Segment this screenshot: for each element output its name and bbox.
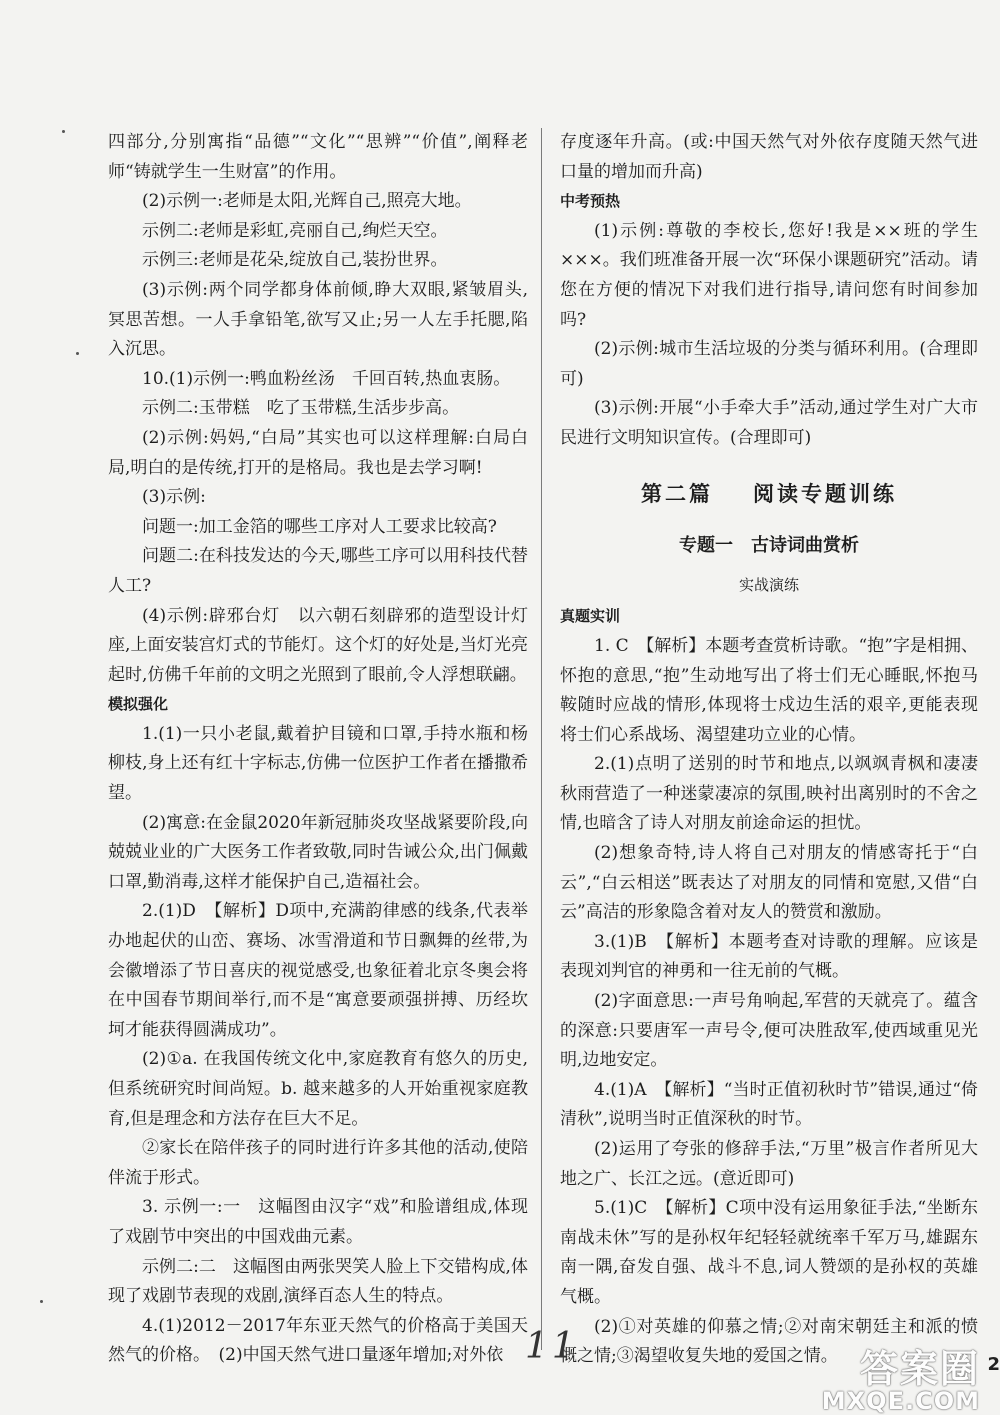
watermark-url: MXQE.COM [821, 1387, 980, 1415]
corner-page-number: 2 [987, 1354, 1000, 1375]
section-heading: 真题实训 [560, 607, 621, 626]
answer-paragraph: 1.(1)一只小老鼠,戴着护目镜和口罩,手持水瓶和杨柳枝,身上还有红十字标志,仿佛一位医护工作者在播撒希望。 [108, 723, 528, 804]
part-title [560, 480, 978, 510]
answer-paragraph: (3)示例:两个同学都身体前倾,睁大双眼,紧皱眉头,冥思苦想。一人手拿铅笔,欲写又止;另一人左手托腮,陷入沉思。 [108, 279, 528, 360]
column-divider [541, 128, 542, 1350]
answer-paragraph: (2)示例:城市生活垃圾的分类与循环利用。(合理即可) [560, 339, 978, 389]
right-section-answers [560, 128, 978, 454]
answer-paragraph: 存度逐年升高。(或:中国天然气对外依存度随天然气进口量的增加而升高) [560, 132, 978, 182]
answer-paragraph: (3)示例: [142, 487, 206, 508]
answer-paragraph: 示例三:老师是花朵,绽放自己,装扮世界。 [142, 250, 448, 271]
answer-paragraph: 5.(1)C 【解析】C项中没有运用象征手法,“坐断东南战未休”写的是孙权年纪轻轻就统率千军万马,雄踞东南一隅,奋发自强、战斗不息,词人赞颂的是孙权的英雄气概。 [560, 1198, 978, 1307]
page-number: 11 [525, 1326, 579, 1367]
answer-paragraph: 示例二:二 这幅图由两张哭笑人脸上下交错构成,体现了戏剧节表现的戏剧,演绎百态人生的特点。 [108, 1256, 528, 1307]
part-title-number: 第二篇 [641, 481, 713, 506]
section-heading: 模拟强化 [108, 695, 169, 714]
scan-speck [62, 130, 65, 133]
right-column [560, 128, 978, 1372]
right-section-poetry [560, 602, 978, 1371]
watermark-title: 答案圈 [859, 1347, 980, 1391]
answer-paragraph: (2)①a. 在我国传统文化中,家庭教育有悠久的历史,但系统研究时间尚短。b. 越来越多的人开始重视家庭教育,但是理念和方法存在巨大不足。 [108, 1049, 528, 1129]
answer-paragraph: (2)示例一:老师是太阳,光辉自己,照亮大地。 [142, 191, 472, 212]
sub-title: 实战演练 [738, 575, 799, 594]
answer-paragraph: (1)示例:尊敬的李校长,您好!我是××班的学生×××。我们班准备开展一次“环保小课题研究”活动。请您在方便的情况下对我们进行指导,请问您有时间参加吗? [560, 220, 978, 330]
answer-paragraph: (2)①对英雄的仰慕之情;②对南宋朝廷主和派的愤慨之情;③渴望收复失地的爱国之情。 [560, 1316, 978, 1367]
answer-paragraph: (2)运用了夸张的修辞手法,“万里”极言作者所见大地之广、长江之远。(意近即可) [560, 1139, 978, 1189]
answer-paragraph: ②家长在陪伴孩子的同时进行许多其他的活动,使陪伴流于形式。 [108, 1138, 528, 1188]
answer-paragraph: 四部分,分别寓指“品德”“文化”“思辨”“价值”,阐释老师“铸就学生一生财富”的作用。 [108, 132, 528, 182]
answer-paragraph: (2)字面意思:一声号角响起,军营的天就亮了。蕴含的深意:只要唐军一声号令,便可决胜敌军,使西域重见光明,边地安定。 [560, 991, 978, 1071]
answer-paragraph: 1. C 【解析】本题考查赏析诗歌。“抱”字是相拥、怀抱的意思,“抱”生动地写出了将士们无心睡眠,怀抱马鞍随时应战的情形,体现将士戍边生活的艰辛,更能表现将士们心系战场、渴望建功立业的心情。 [560, 635, 978, 745]
answer-paragraph: 示例二:玉带糕 吃了玉带糕,生活步步高。 [142, 398, 460, 419]
answer-paragraph: (2)示例:妈妈,“白局”其实也可以这样理解:白局白局,明白的是传统,打开的是格局。我也是去学习啊! [108, 427, 528, 478]
answer-paragraph: (3)示例:开展“小手牵大手”活动,通过学生对广大市民进行文明知识宣传。(合理即可) [560, 398, 978, 448]
answer-paragraph: 3. 示例一:一 这幅图由汉字“戏”和脸谱组成,体现了戏剧节中突出的中国戏曲元素。 [108, 1197, 528, 1247]
scan-speck [40, 1300, 43, 1303]
answer-paragraph: 3.(1)B 【解析】本题考查对诗歌的理解。应该是表现刘判官的神勇和一往无前的气概。 [560, 931, 978, 982]
answer-paragraph: 问题一:加工金箔的哪些工序对人工要求比较高? [142, 516, 497, 537]
answer-paragraph: 2.(1)D 【解析】D项中,充满韵律感的线条,代表举办地起伏的山峦、赛场、冰雪滑道和节日飘舞的丝带,为会徽增添了节日喜庆的视觉感受,也象征着北京冬奥会将在中国春节期间举行,而不是“寓意要顽强拼搏、历经坎坷才能获得圆满成功”。 [108, 901, 528, 1040]
answer-paragraph: 示例二:老师是彩虹,亮丽自己,绚烂天空。 [142, 220, 448, 241]
answer-paragraph: 问题二:在科技发达的今天,哪些工序可以用科技代替人工? [108, 546, 528, 596]
answer-paragraph: (2)寓意:在金鼠2020年新冠肺炎攻坚战紧要阶段,向兢兢业业的广大医务工作者致敬,同时告诫公众,出门佩戴口罩,勤消毒,这样才能保护自己,造福社会。 [108, 812, 528, 892]
answer-paragraph: 4.(1)2012－2017年东亚天然气的价格高于美国天然气的价格。 (2)中国天然气进口量逐年增加;对外依 [108, 1315, 528, 1366]
answer-paragraph: (4)示例:辟邪台灯 以六朝石刻辟邪的造型设计灯座,上面安装宫灯式的节能灯。这个灯的好处是,当灯光亮起时,仿佛千年前的文明之光照到了眼前,令人浮想联翩。 [108, 605, 528, 685]
section-heading: 中考预热 [560, 192, 621, 211]
scan-speck [76, 352, 79, 355]
answer-paragraph: (2)想象奇特,诗人将自己对朋友的情感寄托于“白云”,“白云相送”既表达了对朋友的同情和宽慰,又借“白云”高洁的形象隐含着对友人的赞赏和激励。 [560, 843, 978, 923]
part-title-text: 阅读专题训练 [753, 481, 897, 506]
topic-title: 专题一 古诗词曲赏析 [679, 535, 859, 557]
answer-paragraph: 2.(1)点明了送别的时节和地点,以飒飒青枫和凄凄秋雨营造了一种迷蒙凄凉的氛围,映衬出离别时的不舍之情,也暗含了诗人对朋友前途命运的担忧。 [560, 754, 978, 834]
left-column [108, 128, 528, 1371]
answer-paragraph: 10.(1)示例一:鸭血粉丝汤 千回百转,热血衷肠。 [142, 368, 511, 389]
answer-paragraph: 4.(1)A 【解析】“当时正值初秋时节”错误,通过“倚清秋”,说明当时正值深秋的时节。 [560, 1079, 978, 1130]
watermark-logo [822, 1338, 980, 1415]
